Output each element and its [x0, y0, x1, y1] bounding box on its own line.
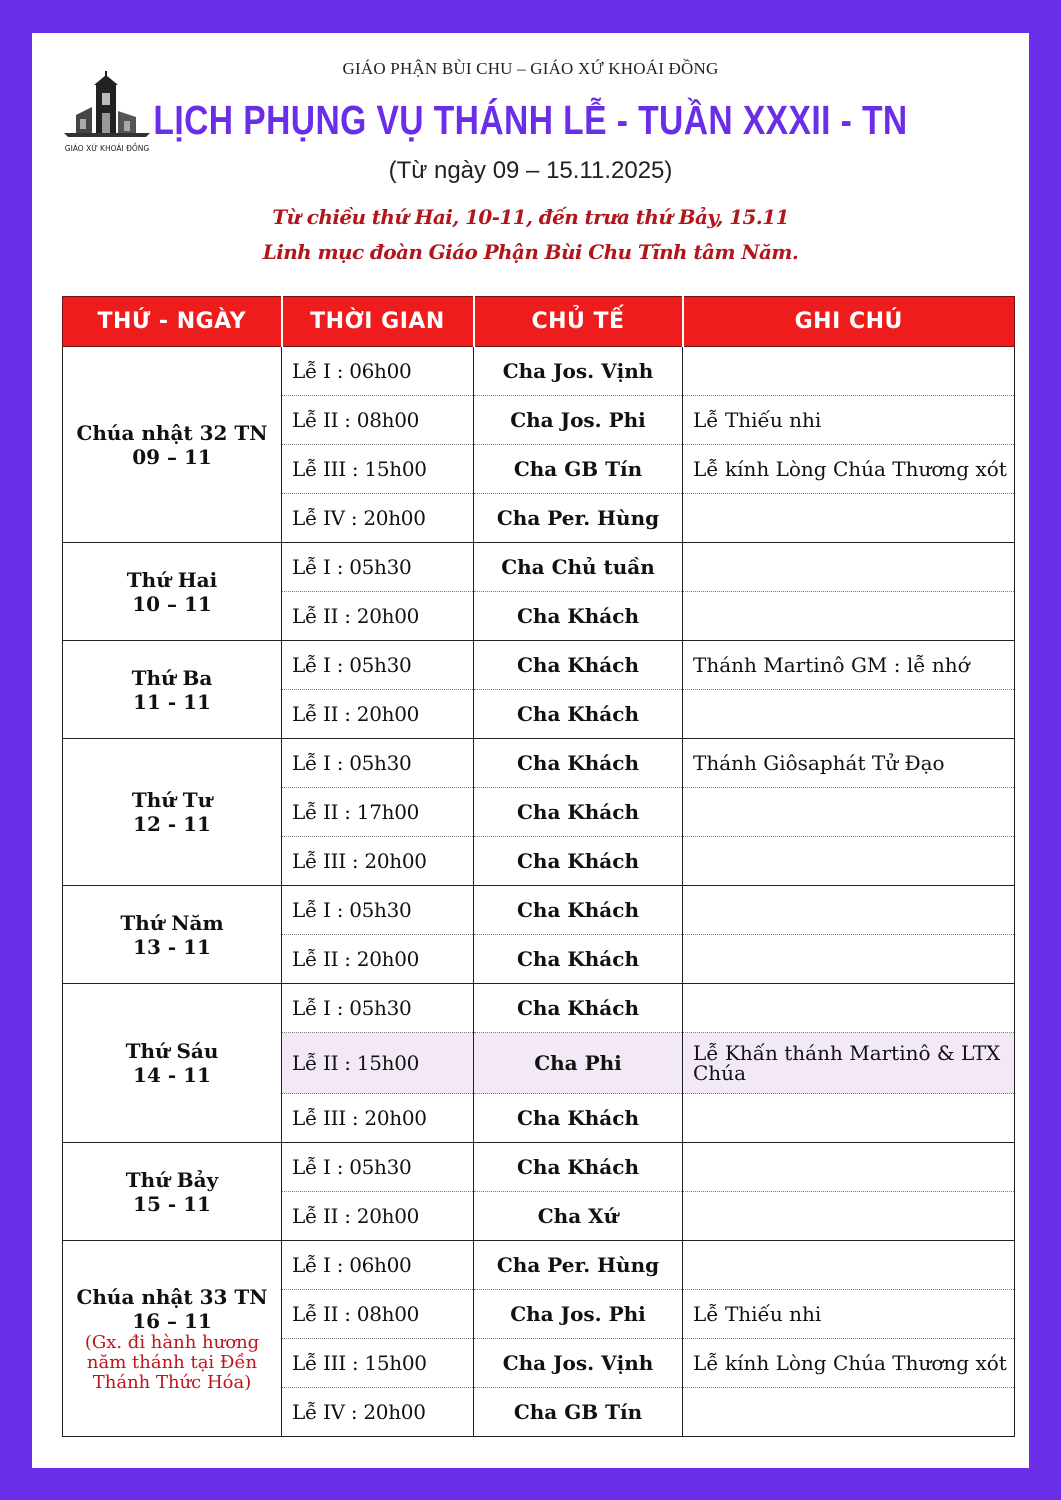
page-title: LỊCH PHỤNG VỤ THÁNH LỄ - TUẦN XXXII - TN	[153, 97, 908, 143]
celebrant-cell: Cha Khách	[474, 886, 683, 935]
remark-cell	[683, 935, 1015, 984]
remark-cell	[683, 1094, 1015, 1143]
day-note: (Gx. đi hành hương năm thánh tại Đền Thánh Thức Hóa)	[84, 1331, 260, 1393]
celebrant-cell: Cha Jos. Vịnh	[474, 1339, 683, 1388]
mass-time-cell: Lễ I : 05h30	[282, 1143, 474, 1192]
day-date: 13 - 11	[133, 934, 211, 959]
mass-time-cell: Lễ I : 06h00	[282, 1241, 474, 1290]
celebrant-cell: Cha Khách	[474, 592, 683, 641]
celebrant-cell: Cha Khách	[474, 788, 683, 837]
mass-time-cell: Lễ II : 20h00	[282, 690, 474, 739]
day-cell	[63, 641, 282, 739]
table-row	[63, 641, 1015, 690]
diocese-heading: GIÁO PHẬN BÙI CHU – GIÁO XỨ KHOÁI ĐỒNG	[342, 59, 719, 78]
celebrant-cell: Cha Khách	[474, 739, 683, 788]
celebrant-cell: Cha Khách	[474, 690, 683, 739]
day-cell	[63, 984, 282, 1143]
day-cell	[63, 1241, 282, 1437]
celebrant-cell: Cha Phi	[474, 1033, 683, 1094]
table-row	[63, 984, 1015, 1033]
table-row	[63, 886, 1015, 935]
celebrant-cell: Cha GB Tín	[474, 445, 683, 494]
day-cell	[63, 347, 282, 543]
day-name: Thứ Hai	[126, 567, 218, 592]
remark-cell	[683, 592, 1015, 641]
remark-cell	[683, 1388, 1015, 1437]
remark-cell	[683, 1143, 1015, 1192]
mass-time-cell: Lễ II : 08h00	[282, 396, 474, 445]
day-date: 14 - 11	[133, 1063, 211, 1087]
remark-cell	[683, 837, 1015, 886]
mass-time-cell: Lễ I : 05h30	[282, 886, 474, 935]
mass-time-cell: Lễ I : 05h30	[282, 984, 474, 1033]
remark-cell: Lễ Thiếu nhi	[683, 396, 1015, 445]
mass-time-cell: Lễ II : 17h00	[282, 788, 474, 837]
remark-cell	[683, 788, 1015, 837]
mass-time-cell: Lễ III : 15h00	[282, 1339, 474, 1388]
logo-caption: GIÁO XỨ KHOÁI ĐỒNG	[64, 144, 150, 153]
retreat-notice-line1: Từ chiều thứ Hai, 10-11, đến trưa thứ Bảy, 15.11	[272, 205, 789, 229]
table-row	[63, 739, 1015, 788]
mass-time-cell: Lễ IV : 20h00	[282, 1388, 474, 1437]
mass-time-cell: Lễ II : 20h00	[282, 935, 474, 984]
table-row	[63, 1241, 1015, 1290]
mass-time-cell: Lễ III : 15h00	[282, 445, 474, 494]
column-header-time: THỜI GIAN	[282, 297, 474, 347]
day-name: Thứ Tư	[131, 788, 213, 812]
table-row	[63, 347, 1015, 396]
table-row	[63, 1143, 1015, 1192]
retreat-notice-line2: Linh mục đoàn Giáo Phận Bùi Chu Tĩnh tâm Năm.	[262, 240, 799, 264]
celebrant-cell: Cha Xứ	[474, 1192, 683, 1241]
table-header-row	[63, 297, 1015, 347]
remark-cell: Thánh Martinô GM : lễ nhớ	[683, 641, 1015, 690]
day-name: Thứ Sáu	[125, 1039, 219, 1063]
celebrant-cell: Cha Khách	[474, 641, 683, 690]
remark-cell	[683, 494, 1015, 543]
column-header-celebrant: CHỦ TẾ	[474, 297, 683, 347]
remark-cell	[683, 690, 1015, 739]
mass-time-cell: Lễ II : 20h00	[282, 1192, 474, 1241]
table-row	[63, 543, 1015, 592]
celebrant-cell: Cha Jos. Vịnh	[474, 347, 683, 396]
day-name: Chúa nhật 33 TN	[76, 1284, 268, 1309]
celebrant-cell: Cha Khách	[474, 1094, 683, 1143]
schedule-page	[32, 33, 1029, 1468]
mass-time-cell: Lễ I : 05h30	[282, 543, 474, 592]
mass-time-cell: Lễ III : 20h00	[282, 1094, 474, 1143]
remark-cell	[683, 1192, 1015, 1241]
remark-cell	[683, 1241, 1015, 1290]
remark-cell: Lễ Thiếu nhi	[683, 1290, 1015, 1339]
day-name: Chúa nhật 32 TN	[76, 420, 268, 445]
mass-time-cell: Lễ I : 05h30	[282, 739, 474, 788]
date-range: (Từ ngày 09 – 15.11.2025)	[388, 157, 673, 184]
day-cell	[63, 739, 282, 886]
mass-time-cell: Lễ IV : 20h00	[282, 494, 474, 543]
day-date: 16 – 11	[132, 1308, 212, 1333]
remark-cell: Lễ kính Lòng Chúa Thương xót	[683, 1339, 1015, 1388]
celebrant-cell: Cha Chủ tuần	[474, 543, 683, 592]
column-header-notes: GHI CHÚ	[683, 297, 1015, 347]
day-cell	[63, 1143, 282, 1241]
day-date: 09 – 11	[132, 444, 212, 469]
mass-time-cell: Lễ III : 20h00	[282, 837, 474, 886]
day-name: Thứ Năm	[120, 910, 224, 935]
mass-time-cell: Lễ II : 20h00	[282, 592, 474, 641]
celebrant-cell: Cha Khách	[474, 935, 683, 984]
remark-cell: Lễ Khấn thánh Martinô & LTX Chúa	[683, 1033, 1015, 1094]
celebrant-cell: Cha Jos. Phi	[474, 396, 683, 445]
remark-cell: Thánh Giôsaphát Tử Đạo	[683, 739, 1015, 788]
mass-time-cell: Lễ I : 05h30	[282, 641, 474, 690]
day-date: 10 – 11	[132, 591, 212, 616]
day-name: Thứ Ba	[131, 665, 213, 690]
day-name: Thứ Bảy	[125, 1167, 219, 1192]
day-date: 11 - 11	[133, 689, 211, 714]
remark-cell	[683, 984, 1015, 1033]
day-cell	[63, 886, 282, 984]
celebrant-cell: Cha Per. Hùng	[474, 1241, 683, 1290]
day-date: 12 - 11	[133, 812, 211, 836]
celebrant-cell: Cha Khách	[474, 1143, 683, 1192]
celebrant-cell: Cha Jos. Phi	[474, 1290, 683, 1339]
column-header-day: THỨ - NGÀY	[63, 297, 282, 347]
celebrant-cell: Cha Khách	[474, 837, 683, 886]
mass-time-cell: Lễ I : 06h00	[282, 347, 474, 396]
day-cell	[63, 543, 282, 641]
remark-cell	[683, 886, 1015, 935]
mass-time-cell: Lễ II : 15h00	[282, 1033, 474, 1094]
celebrant-cell: Cha GB Tín	[474, 1388, 683, 1437]
celebrant-cell: Cha Per. Hùng	[474, 494, 683, 543]
remark-cell	[683, 543, 1015, 592]
remark-cell: Lễ kính Lòng Chúa Thương xót	[683, 445, 1015, 494]
day-date: 15 - 11	[133, 1191, 211, 1216]
mass-schedule-table	[62, 296, 1015, 1437]
celebrant-cell: Cha Khách	[474, 984, 683, 1033]
remark-cell	[683, 347, 1015, 396]
mass-time-cell: Lễ II : 08h00	[282, 1290, 474, 1339]
